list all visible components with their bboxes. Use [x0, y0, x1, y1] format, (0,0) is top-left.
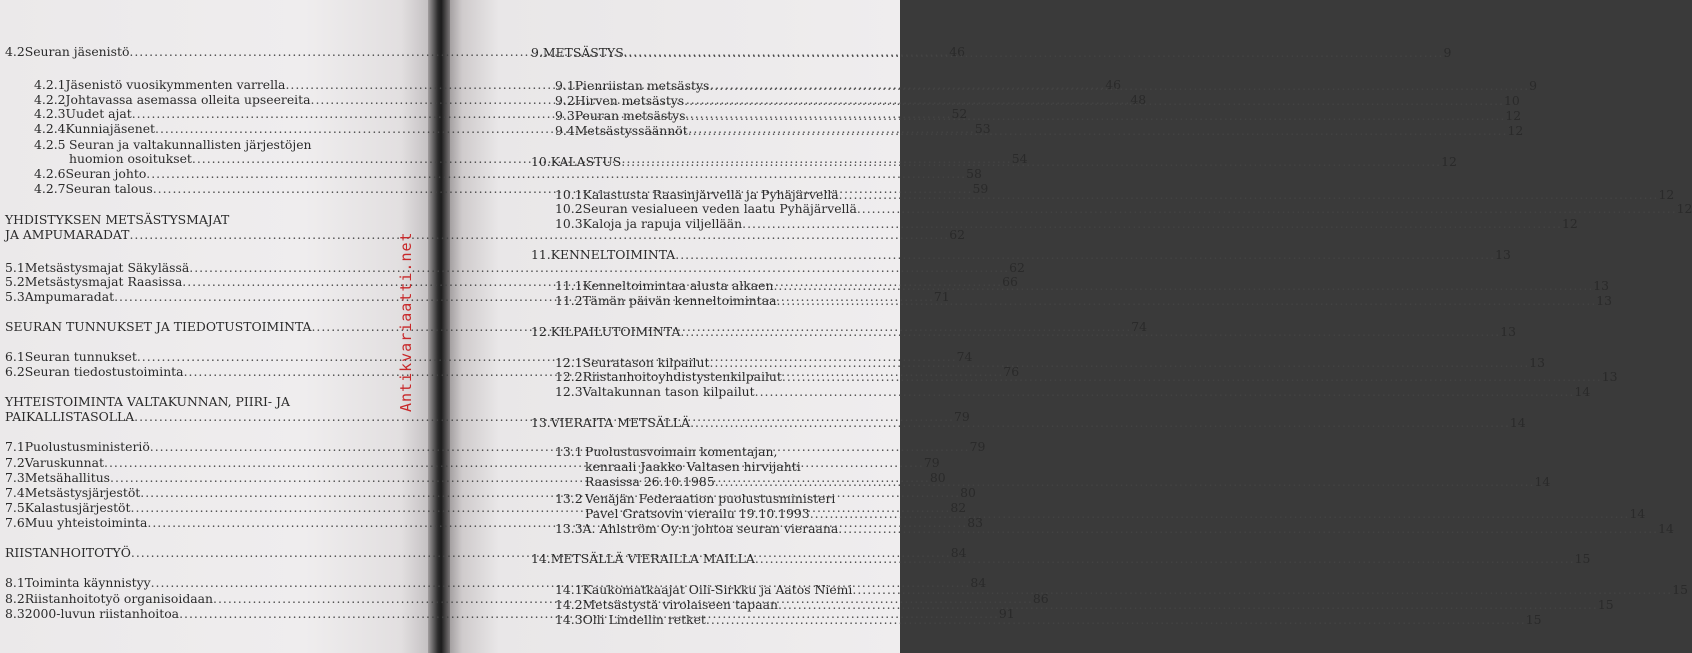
toc-entry — [5, 395, 363, 409]
toc-entry-page: 12 — [1441, 154, 1457, 169]
toc-entry-number: 7.1 — [5, 439, 25, 454]
toc-entry-page: 82 — [950, 500, 967, 515]
toc-entry-title: Metsästystä virolaiseen tapaan — [582, 597, 778, 612]
toc-entry-title: Seuran tiedostustoiminta — [24, 364, 184, 379]
toc-entry-page: 80 — [929, 470, 946, 485]
toc-dot-leader — [688, 121, 1508, 138]
toc-entry-title: KENNELTOIMINTA — [550, 247, 676, 262]
toc-entry-title: VIERAITA METSÄLLÄ — [550, 415, 691, 430]
toc-entry — [555, 384, 1591, 399]
toc-entry-title: A. Ahlström Oy:n johtoa seuran vieraana — [582, 521, 839, 536]
toc-entry-page: 9 — [1443, 45, 1452, 60]
toc-entry-page: 91 — [998, 606, 1015, 621]
toc-entry-number: 12.2 — [555, 369, 583, 384]
toc-dot-leader — [742, 217, 1562, 231]
toc-entry-page: 15 — [1597, 597, 1614, 612]
toc-dot-leader — [776, 294, 1596, 308]
toc-dot-leader — [624, 46, 1444, 60]
toc-entry-page: 12 — [1505, 108, 1522, 123]
toc-entry-page: 71 — [933, 289, 950, 304]
toc-dot-leader — [690, 416, 1510, 430]
toc-entry-page: 12 — [1561, 216, 1578, 231]
toc-entry-title: Kalastusjärjestöt — [24, 500, 131, 515]
toc-entry-page: 46 — [1105, 77, 1122, 92]
toc-entry-number: 7.4 — [5, 485, 25, 500]
toc-entry-page: 14 — [1574, 384, 1591, 399]
toc-entry-page: 58 — [966, 166, 982, 181]
toc-entry-number: 14.1 — [555, 582, 583, 597]
toc-entry-title: KILPAILUTOIMINTA — [550, 324, 681, 339]
toc-entry-page: 59 — [972, 181, 989, 196]
toc-entry-title: Tämän päivän kenneltoimintaa — [582, 293, 777, 308]
toc-entry — [5, 227, 966, 242]
toc-entry-title: Metsästyssäännöt — [574, 123, 688, 138]
toc-entry — [585, 460, 900, 474]
toc-entry-title: Hirven metsästys — [574, 93, 685, 108]
toc-entry-number: 7.6 — [5, 515, 25, 530]
toc-entry-number: 13.2 — [555, 491, 583, 506]
toc-entry-page: 12 — [1676, 201, 1692, 216]
toc-entry-title: YHTEISTOIMINTA VALTAKUNNAN, PIIRI- JA — [5, 394, 290, 409]
toc-entry-title: Puolustusvoimain komentajan, — [585, 444, 778, 459]
toc-entry-number: 5.2 — [5, 274, 25, 289]
toc-dot-leader — [773, 279, 1593, 293]
toc-entry-title: Kaukomatkaajat Oili-Sirkku ja Aatos Niemi — [582, 582, 853, 597]
toc-entry-number: 5.1 — [5, 260, 25, 275]
toc-entry-page: 62 — [949, 227, 966, 242]
toc-entry-title: Puolustusministeriö — [24, 439, 150, 454]
toc-entry-title: Seuran tunnukset — [24, 349, 137, 364]
toc-entry-title: JA AMPUMARADAT — [5, 227, 130, 242]
toc-entry-title: Venäjän Federaation puolustusministeri — [585, 491, 836, 506]
toc-entry-title: Peuran metsästys — [574, 108, 686, 123]
toc-entry-number: 11.2 — [555, 293, 583, 308]
toc-dot-leader — [852, 583, 1672, 597]
toc-entry-number: 9.4 — [555, 123, 575, 138]
toc-entry-number: 4.2.4 — [34, 121, 66, 136]
toc-dot-leader — [715, 475, 1535, 489]
toc-entry-number: 8.3 — [5, 606, 25, 621]
toc-entry-title: Seuran vesialueen veden laatu Pyhäjärvellä — [582, 201, 857, 216]
toc-entry-number: 5.3 — [5, 289, 25, 304]
toc-entry-number: 9.3 — [555, 108, 575, 123]
toc-entry-number: 10.3 — [555, 216, 583, 231]
toc-entry — [555, 492, 900, 506]
toc-dot-leader — [778, 598, 1598, 612]
toc-entry-number: 10.2 — [555, 201, 583, 216]
toc-entry-page: 74 — [1131, 319, 1148, 334]
toc-entry-page: 79 — [923, 455, 940, 470]
toc-entry-number: 8.2 — [5, 591, 25, 606]
toc-entry-page: 15 — [1525, 612, 1542, 627]
toc-entry-page: 66 — [1002, 274, 1018, 289]
toc-entry-title: PAIKALLISTASOLLA — [5, 409, 135, 424]
toc-entry-number: 6.1 — [5, 349, 25, 364]
toc-entry-page: 84 — [950, 545, 967, 560]
toc-entry-page: 76 — [1003, 364, 1020, 379]
toc-entry-title: Pavel Gratsovin vierailu 19.10.1993 — [585, 506, 810, 521]
toc-dot-leader — [839, 188, 1659, 202]
toc-dot-leader — [810, 507, 1630, 521]
toc-dot-leader — [621, 155, 1441, 169]
toc-entry-title: Kunniajäsenet — [65, 121, 156, 136]
toc-entry-page: 13 — [1500, 324, 1517, 339]
toc-entry-title: Kenneltoimintaa alusta alkaen — [582, 278, 774, 293]
toc-entry-title: Metsähallitus — [24, 470, 111, 485]
toc-entry-title: SEURAN TUNNUKSET JA TIEDOTUSTOIMINTA — [5, 319, 312, 334]
toc-entry-title: Seuratason kilpailut — [582, 355, 710, 370]
toc-entry-number: 6.2 — [5, 364, 25, 379]
toc-entry-title: Johtavassa asemassa olleita upseereita — [65, 92, 311, 107]
toc-entry-page: 12 — [1658, 187, 1675, 202]
toc-entry-title: Metsästysmajat Raasissa — [24, 274, 183, 289]
toc-entry-title: 2000-luvun riistanhoitoa — [24, 606, 180, 621]
toc-entry-number: 4.2.6 — [34, 166, 66, 181]
toc-entry-page: 62 — [1009, 260, 1025, 275]
toc-entry-page: 12 — [1507, 123, 1524, 138]
toc-dot-leader — [755, 552, 1575, 566]
toc-entry-page: 14 — [1658, 521, 1674, 536]
toc-dot-leader — [755, 385, 1575, 399]
toc-dot-leader — [146, 167, 966, 181]
toc-entry-number: 11. — [531, 247, 551, 262]
toc-entry-title: Olli Lindellin retket — [582, 612, 706, 627]
toc-entry-title: Toiminta käynnistyy — [24, 575, 151, 590]
toc-entry-page: 83 — [967, 515, 983, 530]
toc-entry-number: 14.3 — [555, 612, 583, 627]
toc-entry-page: 79 — [969, 439, 986, 454]
toc-entry-number: 10. — [531, 154, 551, 169]
toc-entry-page: 52 — [951, 106, 968, 121]
toc-entry-title: kenraali Jaakko Valtasen hirvijahti — [585, 459, 801, 474]
toc-entry-number: 4.2.3 — [34, 106, 66, 121]
toc-entry-number: 8.1 — [5, 575, 25, 590]
toc-entry-page: 13 — [1601, 369, 1618, 384]
toc-entry-title: Uudet ajat — [65, 106, 132, 121]
watermark-text: Antikvariaatti.net — [397, 231, 415, 412]
toc-entry — [531, 247, 1511, 262]
toc-entry-page: 74 — [956, 349, 973, 364]
toc-entry-page: 10 — [1503, 93, 1520, 108]
toc-entry-page: 48 — [1130, 92, 1147, 107]
toc-entry-number: 11.1 — [555, 278, 583, 293]
toc-entry-page: 13 — [1596, 293, 1613, 308]
toc-dot-leader — [709, 356, 1529, 370]
toc-entry-title: Kalastusta Raasinjärvellä ja Pyhäjärvellä — [582, 187, 839, 202]
toc-dot-leader — [857, 202, 1677, 216]
toc-entry-title: Jäsenistö vuosikymmenten varrella — [65, 77, 286, 92]
toc-entry — [34, 166, 982, 181]
toc-entry-title: Kaloja ja rapuja viljellään — [582, 216, 743, 231]
toc-entry-number: 4.2.2 — [34, 92, 66, 107]
toc-entry-number: 12.1 — [555, 355, 583, 370]
toc-entry-number: 9.2 — [555, 93, 575, 108]
toc-entry-title: YHDISTYKSEN METSÄSTYSMAJAT — [5, 212, 230, 227]
toc-entry-title: Seuran johto — [65, 166, 147, 181]
toc-dot-leader — [706, 613, 1526, 627]
toc-entry-page: 9 — [1529, 78, 1538, 93]
toc-entry-number: 12.3 — [555, 384, 583, 399]
toc-entry-title: Metsästysmajat Säkylässä — [24, 260, 190, 275]
toc-entry — [34, 138, 360, 152]
toc-entry-page: 80 — [960, 485, 976, 500]
toc-entry-number: 4.2.5 — [34, 137, 66, 152]
toc-entry-number: 13.1 — [555, 444, 583, 459]
toc-entry-page: 13 — [1529, 355, 1546, 370]
toc-entry-title: Seuran talous — [65, 181, 153, 196]
toc-dot-leader — [838, 522, 1658, 536]
toc-entry-title: Valtakunnan tason kilpailut — [582, 384, 755, 399]
toc-entry-page: 86 — [1032, 591, 1049, 606]
toc-dot-leader — [684, 94, 1504, 108]
toc-entry-page: 13 — [1495, 247, 1511, 262]
toc-entry-number: 7.2 — [5, 455, 25, 470]
toc-entry-number: 13. — [531, 415, 551, 430]
toc-entry — [555, 445, 900, 459]
toc-dot-leader — [675, 248, 1495, 262]
toc-entry-number: 7.5 — [5, 500, 25, 515]
toc-entry-title: huomion osoitukset — [69, 151, 192, 166]
toc-dot-leader — [782, 370, 1602, 384]
toc-entry-title: Riistanhoitoyhdistystenkilpailut — [582, 369, 782, 384]
toc-entry-number: 13.3 — [555, 521, 583, 536]
toc-entry-title: Seuran ja valtakunnallisten järjestöjen — [69, 137, 312, 152]
toc-entry — [5, 260, 1025, 275]
toc-entry-title: Metsästysjärjestöt — [24, 485, 141, 500]
toc-entry-title: METSÄLLÄ VIERAILLA MAILLA — [550, 551, 755, 566]
toc-entry-page: 84 — [970, 575, 987, 590]
toc-entry-page: 46 — [949, 44, 966, 59]
toc-entry-page: 79 — [953, 409, 970, 424]
toc-entry — [555, 216, 1578, 231]
toc-entry-page: 14 — [1534, 474, 1551, 489]
toc-entry-number: 9. — [531, 45, 543, 60]
toc-entry-title: Ampumaradat — [24, 289, 115, 304]
toc-entry — [555, 201, 1692, 216]
toc-entry-page: 15 — [1574, 551, 1591, 566]
toc-entry-page: 15 — [1672, 582, 1688, 597]
toc-entry-title: Raasissa 26.10.1985 — [585, 474, 715, 489]
toc-dot-leader — [709, 79, 1529, 93]
toc-entry-title: Pienriistan metsästys — [574, 78, 710, 93]
toc-entry-title: Varuskunnat — [24, 455, 104, 470]
toc-dot-leader — [189, 261, 1009, 275]
toc-entry-title: Riistanhoitotyö organisoidaan — [24, 591, 214, 606]
toc-entry-title: METSÄSTYS — [542, 45, 624, 60]
toc-entry-page: 14 — [1629, 506, 1646, 521]
toc-entry-number: 12. — [531, 324, 551, 339]
toc-entry-page: 13 — [1593, 278, 1610, 293]
toc-entry — [5, 213, 360, 227]
toc-entry-number: 4.2 — [5, 44, 25, 59]
toc-entry-title: Seuran jäsenistö — [24, 44, 130, 59]
toc-entry-number: 9.1 — [555, 78, 575, 93]
toc-entry-number: 14. — [531, 551, 551, 566]
toc-entry-number: 4.2.7 — [34, 181, 66, 196]
toc-entry-page: 54 — [1011, 151, 1028, 166]
toc-entry-page: 14 — [1509, 415, 1526, 430]
toc-entry-number: 14.2 — [555, 597, 583, 612]
toc-entry-title: KALASTUS — [550, 154, 622, 169]
toc-dot-leader — [686, 106, 1506, 123]
toc-entry-title: RIISTANHOITOTYÖ — [5, 545, 131, 560]
toc-entry-page: 53 — [974, 121, 991, 136]
toc-entry-number: 4.2.1 — [34, 77, 66, 92]
toc-dot-leader — [680, 325, 1500, 339]
toc-entry-number: 7.3 — [5, 470, 25, 485]
toc-entry-title: Muu yhteistoiminta — [24, 515, 148, 530]
toc-entry-number: 10.1 — [555, 187, 583, 202]
